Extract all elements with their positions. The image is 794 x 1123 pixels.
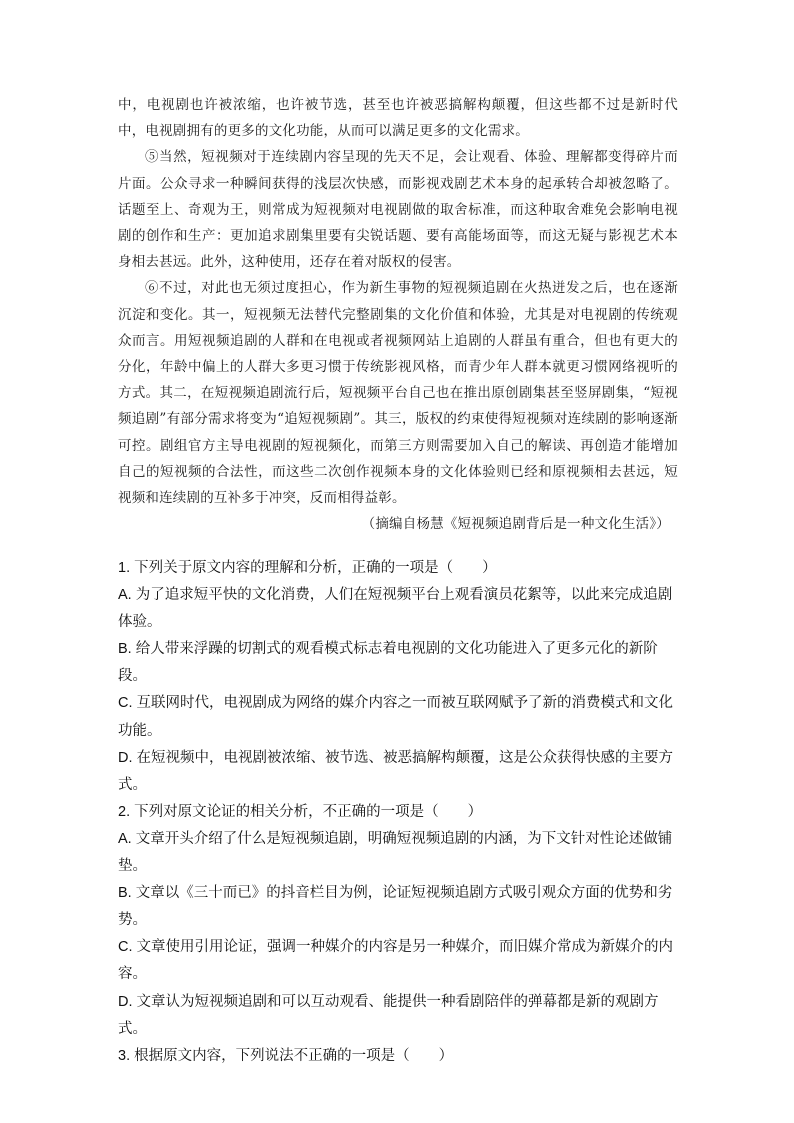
- passage-paragraph-6: ⑥不过，对此也无须过度担心，作为新生事物的短视频追剧在火热迸发之后，也在逐渐沉淀和变化。其一，短视频无法替代完整剧集的文化价值和体验，尤其是对电视剧的传统观众而言。用短视频追剧的人群和在电视或者视频网站上追剧的人群虽有重合，但也有更大的分化，年龄中偏上的人群大多更习惯于传统影视风格，而青少年人群本就更习惯网络视听的方式。其二，在短视频追剧流行后，短视频平台自己也在推出原创剧集甚至竖屏剧集，“短视频追剧”有部分需求将变为“追短视频剧”。其三，版权的约束使得短视频对连续剧的影响逐渐可控。剧组官方主导电视剧的短视频化，而第三方则需要加入自己的解读、再创造才能增加自己的短视频的合法性，而这些二次创作视频本身的文化体验则已经和原视频相去甚远，短视频和连续剧的互补多于冲突，反而相得益彰。: [118, 280, 678, 507]
- question-stem: 2. 下列对原文论证的相关分析，不正确的一项是（ ）: [118, 803, 483, 820]
- question-1: [118, 555, 678, 799]
- option-b: B. 文章以《三十而已》的抖音栏目为例，论证短视频追剧方式吸引观众方面的优势和劣势。: [118, 885, 673, 929]
- option-a: A. 文章开头介绍了什么是短视频追剧，明确短视频追剧的内涵，为下文针对性论述做铺垫。: [118, 830, 673, 875]
- question-2: [118, 799, 678, 1043]
- option-c: C. 文章使用引用论证，强调一种媒介的内容是另一种媒介，而旧媒介常成为新媒介的内容。: [118, 939, 674, 983]
- passage-source: （摘编自杨慧《短视频追剧背后是一种文化生活》）: [361, 516, 670, 533]
- question-list: [118, 555, 678, 1070]
- passage-paragraph-5: ⑤当然，短视频对于连续剧内容呈现的先天不足，会让观看、体验、理解都变得碎片而片面。公众寻求一种瞬间获得的浅层次快感，而影视戏剧艺术本身的起承转合却被忽略了。话题至上、奇观为王，则常成为短视频对电视剧做的取舍标准，而这种取舍难免会影响电视剧的创作和生产：更加追求剧集里要有尖锐话题、要有高能场面等，而这无疑与影视艺术本身相去甚远。此外，这种使用，还存在着对版权的侵害。: [118, 149, 678, 271]
- option-d: D. 在短视频中，电视剧被浓缩、被节选、被恶搞解构颠覆，这是公众获得快感的主要方式。: [118, 749, 674, 793]
- reading-passage: [118, 92, 678, 537]
- question-stem: 3. 根据原文内容，下列说法不正确的一项是（ ）: [118, 1047, 454, 1064]
- question-stem: 1. 下列关于原文内容的理解和分析，正确的一项是（ ）: [118, 560, 497, 576]
- question-3: [118, 1043, 678, 1070]
- option-d: D. 文章认为短视频追剧和可以互动观看、能提供一种看剧陪伴的弹幕都是新的观剧方式。: [118, 993, 659, 1037]
- option-a: A. 为了追求短平快的文化消费，人们在短视频平台上观看演员花絮等，以此来完成追剧体验。: [118, 587, 673, 631]
- option-c: C. 互联网时代，电视剧成为网络的媒介内容之一而被互联网赋予了新的消费模式和文化功能。: [118, 695, 674, 739]
- passage-paragraph-continued: 中，电视剧也许被浓缩，也许被节选，甚至也许被恶搞解构颠覆，但这些都不过是新时代中，电视剧拥有的更多的文化功能，从而可以满足更多的文化需求。: [118, 97, 678, 140]
- option-b: B. 给人带来浮躁的切割式的观看模式标志着电视剧的文化功能进入了更多元化的新阶段。: [118, 641, 658, 685]
